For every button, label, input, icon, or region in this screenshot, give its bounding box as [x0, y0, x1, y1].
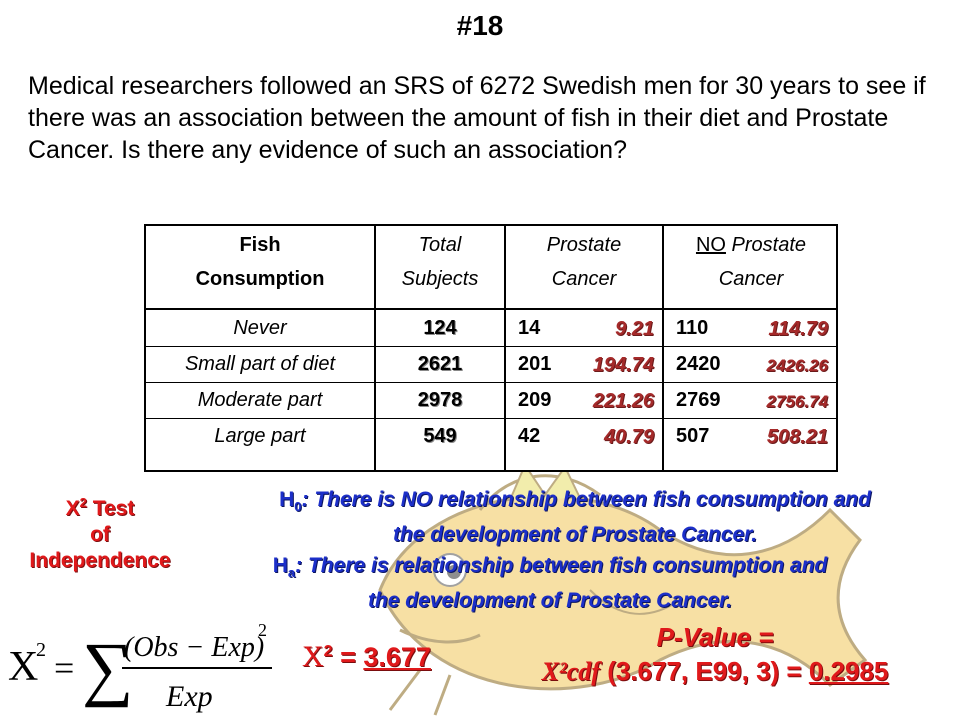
no-prostate-expected: 2426.26 [766, 356, 828, 375]
alternative-hypothesis [190, 552, 910, 615]
prostate-expected: 221.26 [592, 390, 654, 412]
test-name-sup: 2 [79, 495, 87, 510]
chi-square-formula [6, 616, 276, 716]
no-prostate-observed: 2420 [676, 353, 721, 375]
header-no-label: NO [695, 234, 726, 256]
chi-sup: 2 [323, 643, 333, 660]
problem-statement: Medical researchers followed an SRS of 6272 Swedish men for 30 years to see if there was an association between the amount of fish in their diet and Prostate Cancer. Is there any evidence of such an association? [28, 72, 926, 164]
row-label: Moderate part [197, 389, 323, 411]
total-subjects: 124 [423, 317, 457, 339]
ha-sub: a [287, 565, 296, 581]
prostate-expected: 40.79 [603, 426, 654, 448]
chi-eq: = [332, 642, 364, 672]
prostate-observed: 201 [518, 353, 552, 375]
chi-value: 3.677 [363, 642, 431, 672]
header-prostate-line1: Prostate [546, 234, 622, 256]
header-prostate [506, 228, 662, 296]
no-prostate-observed: 507 [676, 425, 710, 447]
prostate-observed: 209 [518, 389, 552, 411]
h0-label: H [279, 488, 295, 511]
total-subjects: 549 [423, 425, 457, 447]
no-prostate-expected: 114.79 [768, 318, 828, 340]
chi-square-result [302, 640, 431, 674]
formula-lhs-sup: 2 [36, 639, 46, 661]
prostate-observed: 42 [518, 425, 541, 447]
formula-sigma: ∑ [82, 628, 134, 708]
slide-title: #18 [456, 10, 504, 41]
p-value-label: P-Value = [656, 622, 774, 652]
header-fish [146, 228, 374, 296]
p-value-args: (3.677, E99, 3) = [599, 656, 809, 686]
ha-label: H [272, 554, 288, 577]
formula-lhs: X [8, 644, 39, 690]
ha-text-2: the development of Prostate Cancer. [367, 589, 733, 613]
chi-symbol: X [302, 640, 324, 673]
header-total-line1: Total [418, 234, 462, 256]
h0-sub: 0 [294, 499, 302, 515]
total-subjects: 2978 [417, 389, 463, 411]
ha-text-1: : There is relationship between fish consumption and [295, 554, 828, 577]
formula-eq: = [54, 648, 75, 688]
p-value-function: X²cdf [541, 657, 600, 686]
header-fish-line2: Consumption [195, 268, 325, 290]
h0-text-2: the development of Prostate Cancer. [392, 523, 758, 547]
header-total-line2: Subjects [401, 268, 479, 290]
header-total [376, 228, 504, 296]
formula-num-sup: 2 [258, 620, 267, 640]
header-no-prostate-line2: Cancer [718, 268, 784, 290]
test-name-of: of [90, 523, 110, 546]
test-name-rest: Test [86, 497, 135, 520]
header-prostate-line2: Cancer [551, 268, 617, 290]
row-label: Large part [214, 425, 306, 447]
test-name [0, 490, 200, 574]
null-hypothesis [190, 486, 960, 549]
header-no-prostate [664, 228, 838, 296]
header-fish-line1: Fish [239, 234, 281, 256]
header-no-prostate-rest: Prostate [725, 234, 807, 256]
prostate-expected: 194.74 [592, 354, 654, 376]
row-label: Never [233, 317, 287, 339]
no-prostate-observed: 2769 [676, 389, 721, 411]
test-name-independence: Independence [29, 549, 171, 572]
no-prostate-expected: 2756.74 [766, 392, 828, 411]
fish-consumption-table [144, 224, 838, 472]
total-subjects: 2621 [417, 353, 463, 375]
h0-text-1: : There is NO relationship between fish consumption and [301, 488, 871, 511]
no-prostate-expected: 508.21 [766, 426, 828, 448]
test-name-x: X [65, 497, 80, 520]
formula-denominator: Exp [166, 680, 213, 713]
row-label: Small part of diet [184, 353, 336, 375]
prostate-observed: 14 [518, 317, 541, 339]
p-value-value: 0.2985 [808, 656, 889, 686]
p-value-block [500, 620, 930, 689]
prostate-expected: 9.21 [615, 318, 654, 340]
no-prostate-observed: 110 [676, 317, 709, 339]
formula-numerator: (Obs − Exp) [124, 632, 265, 663]
